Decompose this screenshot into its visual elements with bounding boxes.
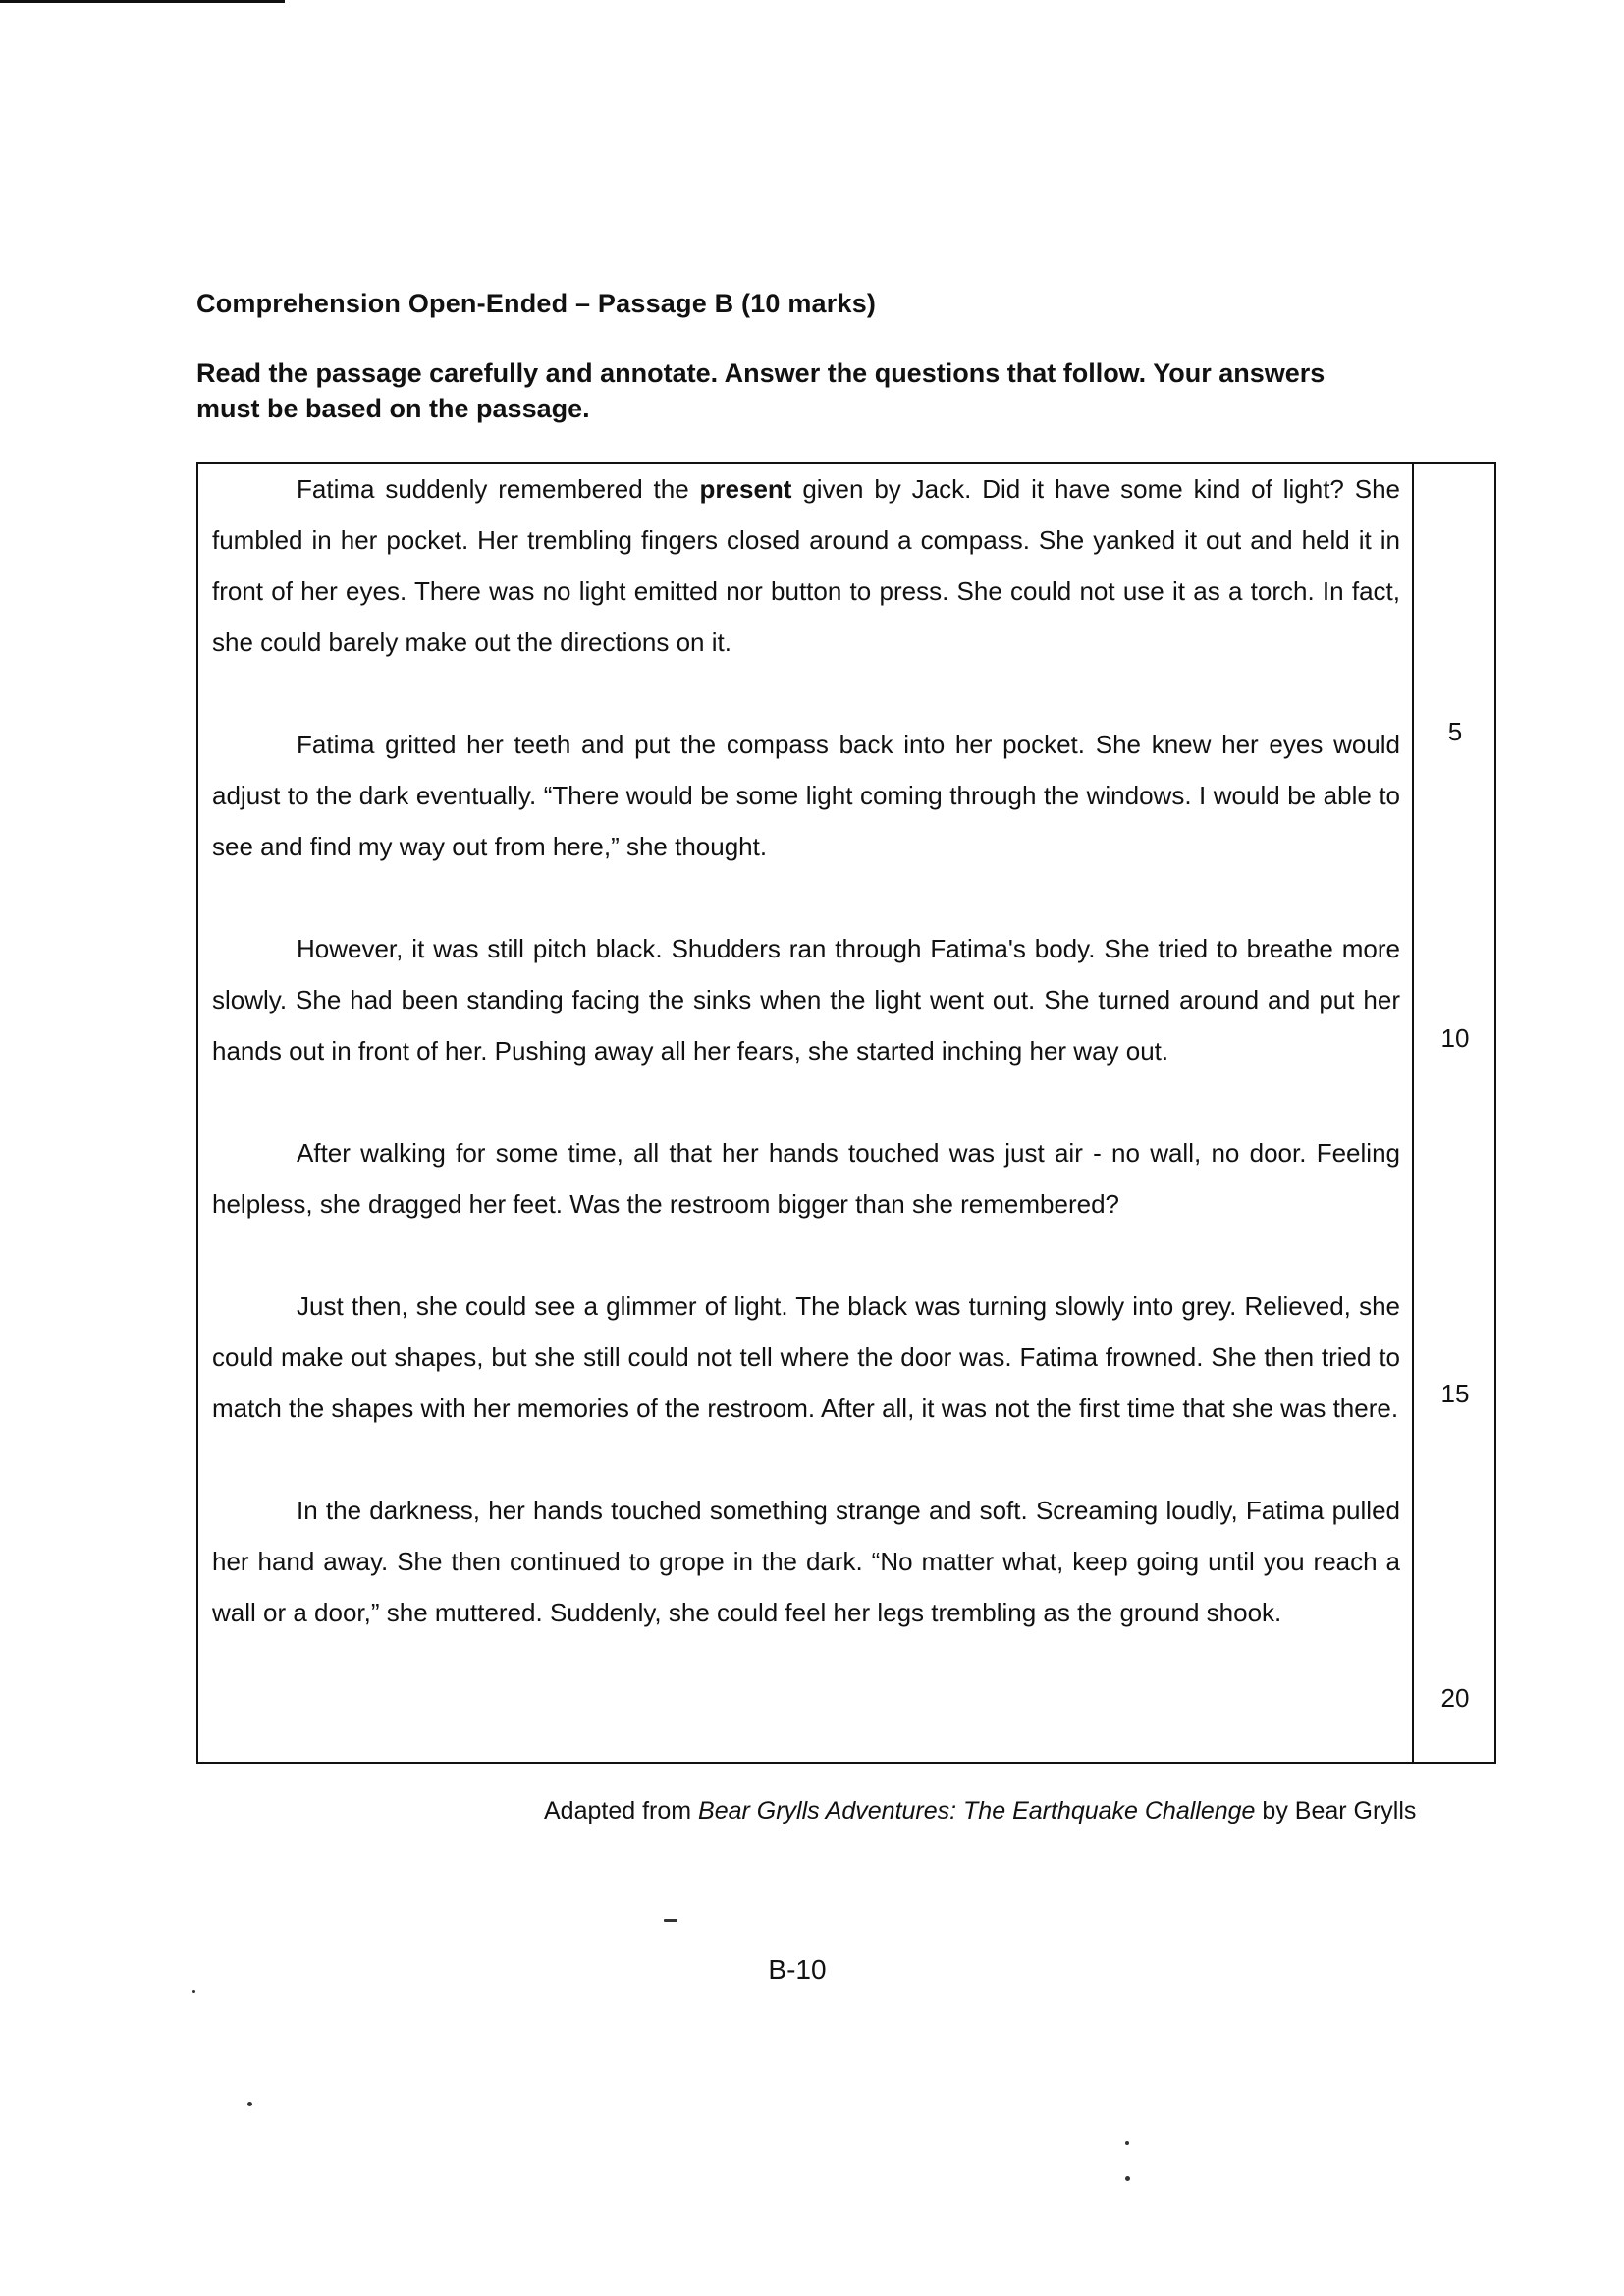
source-suffix: by Bear Grylls: [1255, 1797, 1417, 1825]
line-number-5: 5: [1447, 717, 1463, 746]
passage-box: [196, 462, 1496, 1764]
page-number-text: B-10: [768, 1954, 827, 1985]
section-heading: Comprehension Open-Ended – Passage B (10 marks): [196, 289, 877, 318]
passage-paragraph-4: After walking for some time, all that her hands touched was just air - no wall, no door. Feeling helpless, she dragged her feet. Was the restroom bigger than she remembered?: [212, 1138, 1400, 1219]
passage-paragraph-5: Just then, she could see a glimmer of light. The black was turning slowly into grey. Relieved, she could make out shapes, but she still could not tell where the door was. Fatima frowned. She then tried to match the shapes with her memories of the restroom. After all, it was not the first time that she was there.: [212, 1291, 1400, 1423]
passage-paragraph-1: [212, 464, 1400, 668]
scan-speck: [1125, 2141, 1129, 2145]
source-title: Bear Grylls Adventures: The Earthquake Challenge: [698, 1797, 1256, 1825]
passage-paragraph-3: However, it was still pitch black. Shudders ran through Fatima's body. She tried to breathe more slowly. She had been standing facing the sinks when the light went out. She turned around and put her hands out in front of her. Pushing away all her fears, she started inching her way out.: [212, 934, 1400, 1066]
scan-speck: [664, 1919, 677, 1922]
scan-speck: [192, 1990, 195, 1993]
paragraph-1-bold-word: present: [699, 474, 792, 504]
source-attribution: [544, 1797, 1487, 1826]
source-prefix: Adapted from: [544, 1797, 699, 1825]
passage-paragraph-6: In the darkness, her hands touched something strange and soft. Screaming loudly, Fatima pulled her hand away. She then continued to grope in the dark. “No matter what, keep going until you reach a wall or a door,” she muttered. Suddenly, she could feel her legs trembling as the ground shook.: [212, 1496, 1400, 1627]
line-number-10: 10: [1440, 1023, 1470, 1053]
line-number-15: 15: [1440, 1379, 1470, 1408]
passage-paragraph-2: Fatima gritted her teeth and put the compass back into her pocket. She knew her eyes would adjust to the dark eventually. “There would be some light coming through the windows. I would be able to see and find my way out from here,” she thought.: [212, 730, 1400, 861]
top-edge-line: [0, 0, 285, 3]
paragraph-1-after: given by Jack. Did it have some kind of light? She fumbled in her pocket. Her trembling fingers closed around a compass. She yanked it out and held it in front of her eyes. There was no light emitted nor button to press. She could not use it as a torch. In fact, she could barely make out the directions on it.: [212, 474, 1401, 657]
paragraph-1-before: Fatima suddenly remembered the: [297, 474, 700, 504]
instructions: Read the passage carefully and annotate. Answer the questions that follow. Your answers must be based on the passage.: [196, 358, 1326, 423]
scan-speck: [247, 2102, 252, 2106]
line-number-20: 20: [1440, 1683, 1470, 1713]
page-number: [0, 1954, 1624, 1986]
passage-text-column: [198, 464, 1414, 1762]
scan-speck: [1125, 2176, 1130, 2181]
